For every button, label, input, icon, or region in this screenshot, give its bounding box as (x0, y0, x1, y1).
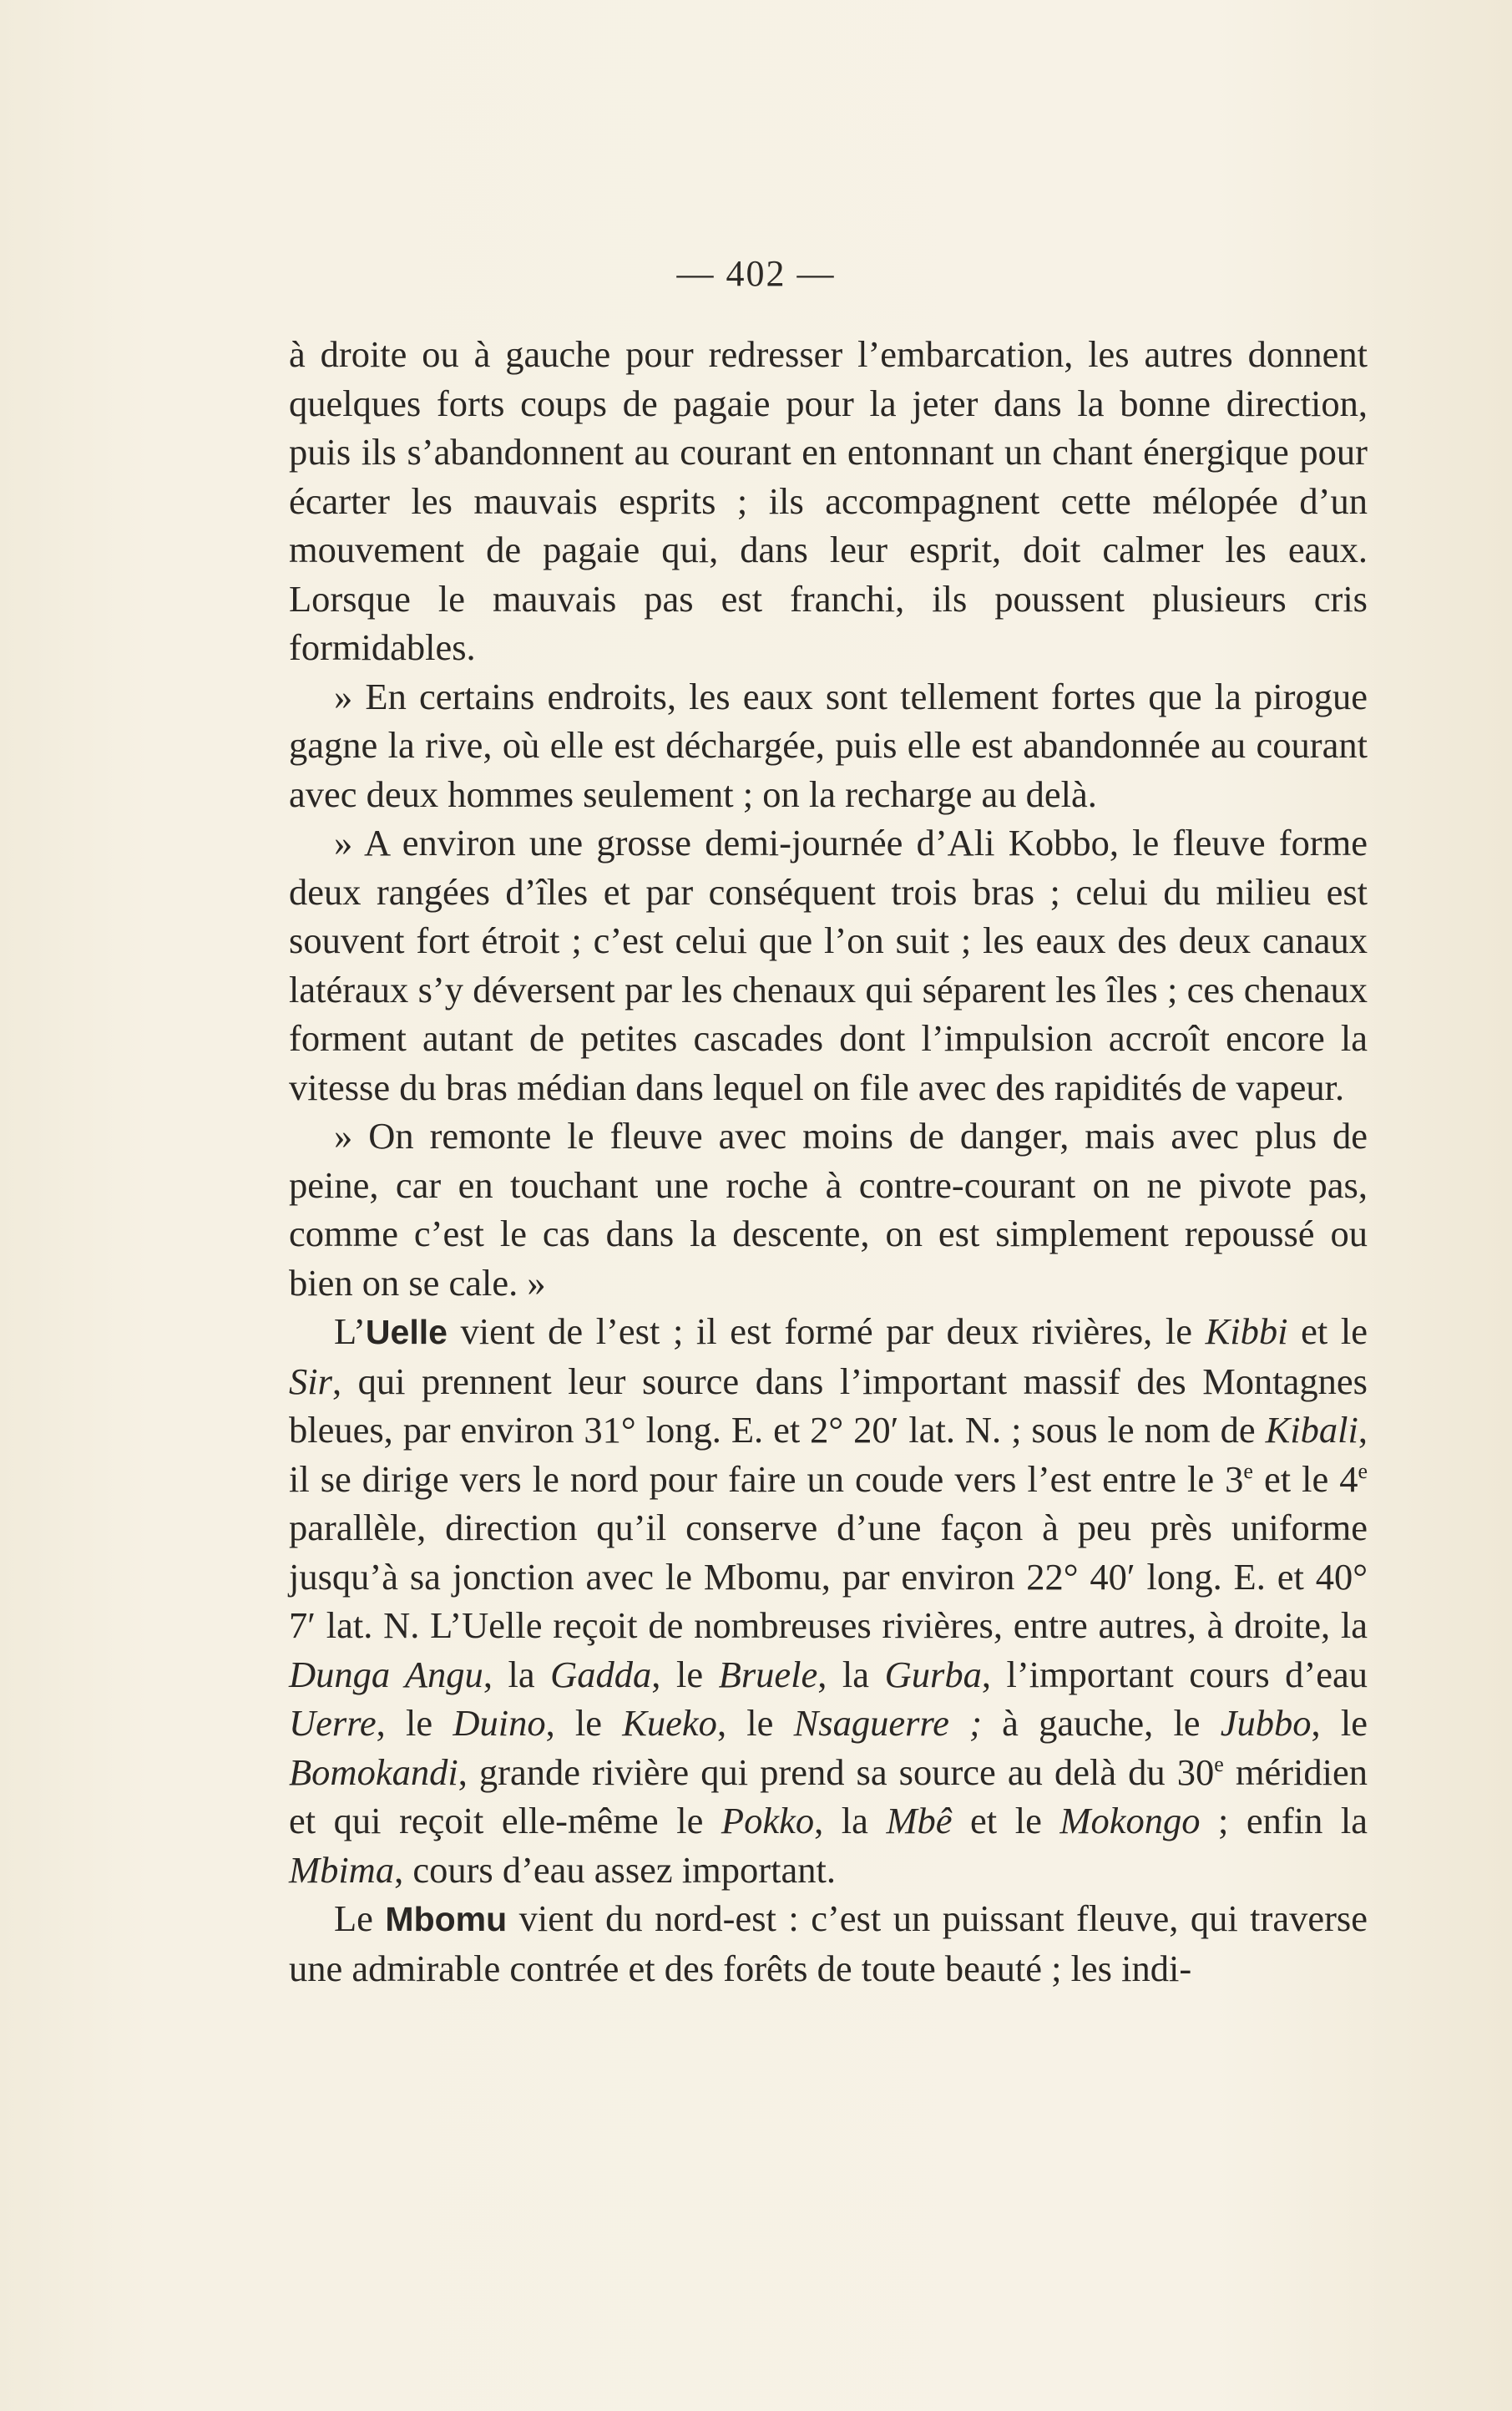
paragraph-4: » On remonte le fleuve avec moins de danger, mais avec plus de peine, car en touchant une roche à contre-courant on ne pivote pas, comme c’est le cas dans la descente, on est simplement repoussé ou bien on se cale. » (289, 1115, 1368, 1304)
river-name-uelle: Uelle (365, 1313, 448, 1351)
paragraph-uelle: L’Uelle vient de l’est ; il est formé par deux rivières, le Kibbi et le Sir, qui prennent leur source dans l’important massif des Montagnes bleues, par environ 31° long. E. et 2° 20′ lat. N. ; sous le nom de Kibali, il se dirige vers le nord pour faire un coude vers l’est entre le 3e et le 4e parallèle, direction qu’il conserve d’une façon à peu près uniforme jusqu’à sa jonction avec le Mbomu, par environ 22° 40′ long. E. et 40° 7′ lat. N. L’Uelle reçoit de nombreuses rivières, entre autres, à droite, la Dunga Angu, la Gadda, le Bruele, la Gurba, l’important cours d’eau Uerre, le Duino, le Kueko, le Nsaguerre ; à gauche, le Jubbo, le Bomokandi, grande rivière qui prend sa source au delà du 30e méridien et qui reçoit elle-même le Pokko, la Mbê et le Mokongo ; enfin la Mbima, cours d’eau assez important. (289, 1310, 1368, 1891)
body-text (289, 330, 1368, 1993)
paragraph-mbomu: Le Mbomu vient du nord-est : c’est un puissant fleuve, qui traverse une admirable contrée et des forêts de toute beauté ; les indi- (289, 1897, 1368, 1989)
paragraph-1: à droite ou à gauche pour redresser l’embarcation, les autres donnent quelques forts coups de pagaie pour la jeter dans la bonne direction, puis ils s’abandonnent au courant en entonnant un chant énergique pour écarter les mauvais esprits ; ils accompagnent cette mélopée d’un mouvement de pagaie qui, dans leur esprit, doit calmer les eaux. Lorsque le mauvais pas est franchi, ils poussent plusieurs cris formidables. (289, 333, 1368, 668)
paragraph-2: » En certains endroits, les eaux sont tellement fortes que la pirogue gagne la rive, où elle est déchargée, puis elle est abandonnée au courant avec deux hommes seulement ; on la recharge au delà. (289, 675, 1368, 815)
river-name-mbomu: Mbomu (385, 1900, 508, 1938)
paragraph-3: » A environ une grosse demi-journée d’Ali Kobbo, le fleuve forme deux rangées d’îles et par conséquent trois bras ; celui du milieu est souvent fort étroit ; c’est celui que l’on suit ; les eaux des deux canaux latéraux s’y déversent par les chenaux qui séparent les îles ; ces chenaux forment autant de petites cascades dont l’impulsion accroît encore la vitesse du bras médian dans lequel on file avec des rapidités de vapeur. (289, 822, 1368, 1108)
page-number: — 402 — (676, 253, 836, 294)
